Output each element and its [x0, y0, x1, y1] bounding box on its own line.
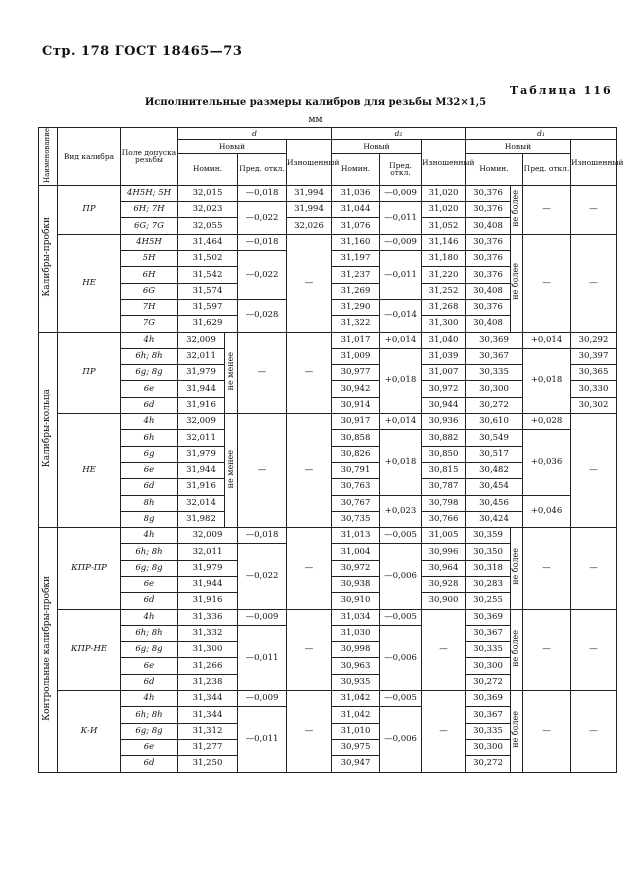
table-cell: 31,277 [178, 739, 238, 755]
table-cell: — [571, 185, 617, 234]
table-cell: 6h; 8h [121, 707, 178, 723]
table-cell: 31,344 [178, 707, 238, 723]
table-cell: —0,009 [238, 609, 287, 625]
table-cell: 30,910 [332, 593, 380, 609]
table-cell: 31,502 [178, 251, 238, 267]
table-cell: 31,020 [422, 202, 466, 218]
table-cell: —0,009 [380, 234, 422, 250]
table-cell: 4h [121, 414, 178, 430]
table-cell: 6e [121, 739, 178, 755]
table-cell: 6e [121, 658, 178, 674]
table-cell: 30,942 [332, 381, 380, 397]
table-cell: 30,735 [332, 511, 380, 527]
table-cell: — [571, 528, 617, 609]
table-row [39, 528, 617, 544]
table-cell: 30,791 [332, 462, 380, 478]
table-cell: —0,011 [238, 707, 287, 772]
page-header: Стр. 178 ГОСТ 18465—73 [42, 44, 243, 59]
table-cell: 30,367 [466, 348, 523, 364]
table-cell: 30,963 [332, 658, 380, 674]
table-cell: 30,454 [466, 479, 523, 495]
table-cell: —0,005 [380, 528, 422, 544]
table-cell: —0,022 [238, 251, 287, 300]
table-cell: 31,982 [178, 511, 225, 527]
table-cell: 30,815 [422, 462, 466, 478]
table-cell: 32,014 [178, 495, 225, 511]
col-kind: Вид калибра [58, 128, 121, 186]
table-cell: 30,369 [466, 332, 523, 348]
table-cell: 30,369 [466, 691, 511, 707]
table-cell: 30,292 [571, 332, 617, 348]
table-cell: —0,014 [380, 299, 422, 332]
note-not-less: не менее [225, 332, 238, 413]
table-cell: 6h; 8h [121, 348, 178, 364]
table-cell: — [238, 414, 287, 528]
table-cell: 30,376 [466, 234, 511, 250]
kind-ne-ring: НЕ [58, 414, 121, 528]
table-cell: 31,344 [178, 691, 238, 707]
table-cell: +0,018 [380, 430, 422, 495]
table-cell: 30,369 [466, 609, 511, 625]
table-cell: —0,018 [238, 185, 287, 201]
table-cell: — [523, 691, 571, 772]
table-cell: —0,018 [238, 528, 287, 544]
table-cell: +0,028 [523, 414, 571, 430]
table-cell: 30,376 [466, 299, 511, 315]
table-cell: — [571, 414, 617, 528]
table-cell: 30,335 [466, 642, 511, 658]
table-cell: 30,397 [571, 348, 617, 364]
table-cell: — [523, 528, 571, 609]
table-cell: 8g [121, 511, 178, 527]
table-cell: 30,482 [466, 462, 523, 478]
table-cell: 31,597 [178, 299, 238, 315]
table-cell: 30,964 [422, 560, 466, 576]
table-cell: +0,014 [380, 332, 422, 348]
table-cell: 31,290 [332, 299, 380, 315]
table-cell: 30,335 [466, 365, 523, 381]
table-cell: 31,574 [178, 283, 238, 299]
table-cell: 31,252 [422, 283, 466, 299]
table-cell: 30,935 [332, 674, 380, 690]
table-cell: 32,015 [178, 185, 238, 201]
table-cell: 31,336 [178, 609, 238, 625]
table-cell: 31,044 [332, 202, 380, 218]
table-cell: 30,302 [571, 397, 617, 413]
table-cell: 30,882 [422, 430, 466, 446]
table-cell: 31,238 [178, 674, 238, 690]
kind-ne-plug: НЕ [58, 234, 121, 332]
col-d2: d₂ [332, 128, 466, 140]
table-cell: 32,009 [178, 528, 238, 544]
table-cell: —0,009 [380, 185, 422, 201]
table-cell: 30,456 [466, 495, 523, 511]
table-cell: 30,376 [466, 251, 511, 267]
col-d-new: Новый [178, 140, 287, 154]
table-cell: 31,944 [178, 462, 225, 478]
table-cell: 31,160 [332, 234, 380, 250]
table-cell: — [287, 691, 332, 772]
table-cell: 31,332 [178, 625, 238, 641]
table-cell: 30,975 [332, 739, 380, 755]
table-cell: 30,767 [332, 495, 380, 511]
table-cell: 31,146 [422, 234, 466, 250]
table-cell: 30,914 [332, 397, 380, 413]
table-cell: —0,005 [380, 609, 422, 625]
table-cell: 30,365 [571, 365, 617, 381]
table-cell: +0,046 [523, 495, 571, 528]
table-cell: 31,979 [178, 365, 225, 381]
table-cell: 6e [121, 577, 178, 593]
table-cell: 6h; 8h [121, 544, 178, 560]
table-cell: 31,010 [332, 723, 380, 739]
table-row [39, 691, 617, 707]
table-cell: 30,972 [422, 381, 466, 397]
table-cell: 30,300 [466, 658, 511, 674]
table-cell: 32,026 [287, 218, 332, 234]
table-cell: 6d [121, 756, 178, 772]
table-cell: 6H [121, 267, 178, 283]
table-cell: 31,013 [332, 528, 380, 544]
table-cell: 31,237 [332, 267, 380, 283]
table-cell: 31,300 [422, 316, 466, 332]
table-cell: 6g; 8g [121, 723, 178, 739]
table-cell: 30,376 [466, 202, 511, 218]
table-cell: 4h [121, 691, 178, 707]
note-not-more: не более [511, 528, 523, 609]
kind-k-i: К-И [58, 691, 121, 772]
table-cell: 4h [121, 332, 178, 348]
table-cell: 6G [121, 283, 178, 299]
table-cell: 30,272 [466, 674, 511, 690]
table-cell: — [523, 609, 571, 690]
table-cell: — [571, 691, 617, 772]
table-cell: 30,787 [422, 479, 466, 495]
note-not-more: не более [511, 185, 523, 234]
group-plug: Калибры-пробки [39, 185, 58, 332]
table-cell: 6e [121, 381, 178, 397]
table-cell: 31,007 [422, 365, 466, 381]
kind-kpr-ne: КПР-НЕ [58, 609, 121, 690]
table-cell: 4h [121, 528, 178, 544]
table-cell: 6g; 8g [121, 642, 178, 658]
table-cell: 30,763 [332, 479, 380, 495]
table-cell: —0,022 [238, 202, 287, 235]
note-not-more: не более [511, 691, 523, 772]
table-cell: 31,269 [332, 283, 380, 299]
table-cell: — [571, 609, 617, 690]
unit-label: мм [308, 115, 323, 125]
table-cell: +0,018 [523, 348, 571, 413]
table-cell: 30,917 [332, 414, 380, 430]
table-cell: 30,938 [332, 577, 380, 593]
table-cell: 30,318 [466, 560, 511, 576]
table-cell: 31,250 [178, 756, 238, 772]
table-cell: 30,283 [466, 577, 511, 593]
table-cell: +0,014 [380, 414, 422, 430]
table-cell: 4H5H [121, 234, 178, 250]
table-cell: 30,517 [466, 446, 523, 462]
col-d1-dev: Пред. откл. [523, 153, 571, 185]
table-cell: 31,004 [332, 544, 380, 560]
group-control: Контрольные калибры-пробки [39, 528, 58, 772]
table-cell: 30,272 [466, 756, 511, 772]
table-cell: +0,036 [523, 430, 571, 495]
col-field: Поле допуска резьбы [121, 128, 178, 186]
table-cell: 31,979 [178, 446, 225, 462]
table-cell: —0,006 [380, 625, 422, 690]
table-cell: 30,367 [466, 707, 511, 723]
table-cell: — [422, 691, 466, 772]
table-cell: 5H [121, 251, 178, 267]
col-name: Наименование [39, 128, 58, 186]
table-cell: 30,300 [466, 381, 523, 397]
table-cell: 31,629 [178, 316, 238, 332]
table-cell: — [287, 234, 332, 332]
table-cell: —0,006 [380, 707, 422, 772]
table-row [39, 185, 617, 201]
table-cell: — [422, 609, 466, 690]
table-cell: 30,255 [466, 593, 511, 609]
table-cell: 31,009 [332, 348, 380, 364]
table-cell: +0,018 [380, 348, 422, 413]
table-cell: 6g; 8g [121, 560, 178, 576]
table-cell: 30,766 [422, 511, 466, 527]
table-cell: 30,359 [466, 528, 511, 544]
table-cell: 30,900 [422, 593, 466, 609]
table-cell: 30,858 [332, 430, 380, 446]
col-d1-nom: Номин. [466, 153, 523, 185]
table-cell: —0,009 [238, 691, 287, 707]
table-cell: 30,850 [422, 446, 466, 462]
table-cell: —0,028 [238, 299, 287, 332]
table-cell: 6e [121, 462, 178, 478]
col-d2-dev: Пред. откл. [380, 153, 422, 185]
table-cell: 31,542 [178, 267, 238, 283]
table-cell: 31,197 [332, 251, 380, 267]
col-d2-nom: Номин. [332, 153, 380, 185]
table-cell: 7H [121, 299, 178, 315]
table-cell: — [287, 609, 332, 690]
col-d2-worn: Изношенный [422, 140, 466, 186]
table-cell: 31,220 [422, 267, 466, 283]
table-cell: 7G [121, 316, 178, 332]
table-cell: — [238, 332, 287, 413]
table-cell: 6d [121, 674, 178, 690]
table-cell: — [523, 234, 571, 332]
table-cell: 6G; 7G [121, 218, 178, 234]
group-ring: Калибры-кольца [39, 332, 58, 528]
table-cell: 31,300 [178, 642, 238, 658]
col-d1-worn: Изношенный [571, 140, 617, 186]
table-head [39, 128, 624, 186]
table-cell: — [287, 528, 332, 609]
table-cell: 31,052 [422, 218, 466, 234]
table-cell: 31,036 [332, 185, 380, 201]
col-d: d [178, 128, 332, 140]
table-cell: 6d [121, 397, 178, 413]
table-cell: —0,022 [238, 544, 287, 609]
table-cell: 31,916 [178, 397, 225, 413]
table-cell: 31,266 [178, 658, 238, 674]
table-cell: 32,023 [178, 202, 238, 218]
table-cell: 30,826 [332, 446, 380, 462]
table-cell: 31,322 [332, 316, 380, 332]
table-cell: 4H5H; 5H [121, 185, 178, 201]
col-d-nom: Номин. [178, 153, 238, 185]
table-cell: 6h; 8h [121, 625, 178, 641]
col-d2-new: Новый [332, 140, 422, 154]
note-not-more: не более [511, 234, 523, 332]
table-cell: —0,011 [380, 202, 422, 235]
table-cell: 31,464 [178, 234, 238, 250]
table-cell: 31,034 [332, 609, 380, 625]
table-cell: — [523, 185, 571, 234]
table-cell: 31,076 [332, 218, 380, 234]
table-cell: —0,018 [238, 234, 287, 250]
table-cell: 30,300 [466, 739, 511, 755]
table-cell: 6d [121, 479, 178, 495]
table-cell: 30,350 [466, 544, 511, 560]
table-cell: 30,408 [466, 316, 511, 332]
table-cell: 30,998 [332, 642, 380, 658]
table-row [39, 414, 617, 430]
table-cell: 31,994 [287, 185, 332, 201]
table-cell: 30,367 [466, 625, 511, 641]
gauge-table [38, 127, 624, 773]
kind-pr-ring: ПР [58, 332, 121, 413]
table-cell: 6d [121, 593, 178, 609]
col-d1: d₁ [466, 128, 617, 140]
table-cell: 32,009 [178, 414, 225, 430]
table-cell: +0,014 [523, 332, 571, 348]
table-cell: 30,376 [466, 185, 511, 201]
table-cell: 30,408 [466, 218, 511, 234]
table-cell: 30,424 [466, 511, 523, 527]
table-cell: 30,272 [466, 397, 523, 413]
table-cell: 31,268 [422, 299, 466, 315]
table-cell: 30,977 [332, 365, 380, 381]
table-cell: 32,055 [178, 218, 238, 234]
table-cell: 30,335 [466, 723, 511, 739]
note-not-less: не менее [225, 414, 238, 528]
table-cell: 31,979 [178, 560, 238, 576]
table-cell: 6h [121, 430, 178, 446]
col-d-worn: Изношенный [287, 140, 332, 186]
table-body [39, 185, 617, 772]
table-cell: 30,408 [466, 283, 511, 299]
table-cell: 31,039 [422, 348, 466, 364]
col-d-dev: Пред. откл. [238, 153, 287, 185]
table-cell: 30,996 [422, 544, 466, 560]
table-label: Таблица 116 [510, 84, 613, 97]
table-cell: —0,011 [238, 625, 287, 690]
table-cell: 30,936 [422, 414, 466, 430]
table-cell: 32,011 [178, 430, 225, 446]
table-cell: 31,944 [178, 381, 225, 397]
table-cell: 31,030 [332, 625, 380, 641]
table-cell: 31,005 [422, 528, 466, 544]
table-cell: 6H; 7H [121, 202, 178, 218]
table-cell: 31,020 [422, 185, 466, 201]
table-cell: 30,972 [332, 560, 380, 576]
table-cell: 31,916 [178, 479, 225, 495]
table-cell: 31,017 [332, 332, 380, 348]
table-cell: 31,180 [422, 251, 466, 267]
table-cell: 31,312 [178, 723, 238, 739]
table-cell: 30,928 [422, 577, 466, 593]
table-cell: 6g; 8g [121, 365, 178, 381]
table-cell: 30,944 [422, 397, 466, 413]
table-cell: — [287, 332, 332, 413]
table-row [39, 234, 617, 250]
table-cell: —0,006 [380, 544, 422, 609]
table-cell: — [287, 414, 332, 528]
table-cell: 8h [121, 495, 178, 511]
table-cell: 6g [121, 446, 178, 462]
table-cell: —0,005 [380, 691, 422, 707]
kind-pr-plug: ПР [58, 185, 121, 234]
table-cell: 32,011 [178, 544, 238, 560]
table-cell: 32,011 [178, 348, 225, 364]
table-cell: 32,009 [178, 332, 225, 348]
table-cell: —0,011 [380, 251, 422, 300]
kind-kpr-pr: КПР-ПР [58, 528, 121, 609]
table-cell: 30,376 [466, 267, 511, 283]
table-cell: 31,040 [422, 332, 466, 348]
table-cell: 4h [121, 609, 178, 625]
table-caption: Исполнительные размеры калибров для резьбы M32×1,5 [144, 97, 487, 108]
table-cell: 31,994 [287, 202, 332, 218]
table-cell: 30,330 [571, 381, 617, 397]
table-cell: +0,023 [380, 495, 422, 528]
table-cell: 31,042 [332, 691, 380, 707]
table-row [39, 332, 617, 348]
table-cell: 31,944 [178, 577, 238, 593]
table-cell: 30,798 [422, 495, 466, 511]
table-cell: 30,947 [332, 756, 380, 772]
note-not-more: не более [511, 609, 523, 690]
table-cell: 30,610 [466, 414, 523, 430]
table-cell: 31,916 [178, 593, 238, 609]
table-row [39, 609, 617, 625]
table-cell: 30,549 [466, 430, 523, 446]
table-cell: 31,042 [332, 707, 380, 723]
col-d1-new: Новый [466, 140, 571, 154]
table-cell: — [571, 234, 617, 332]
